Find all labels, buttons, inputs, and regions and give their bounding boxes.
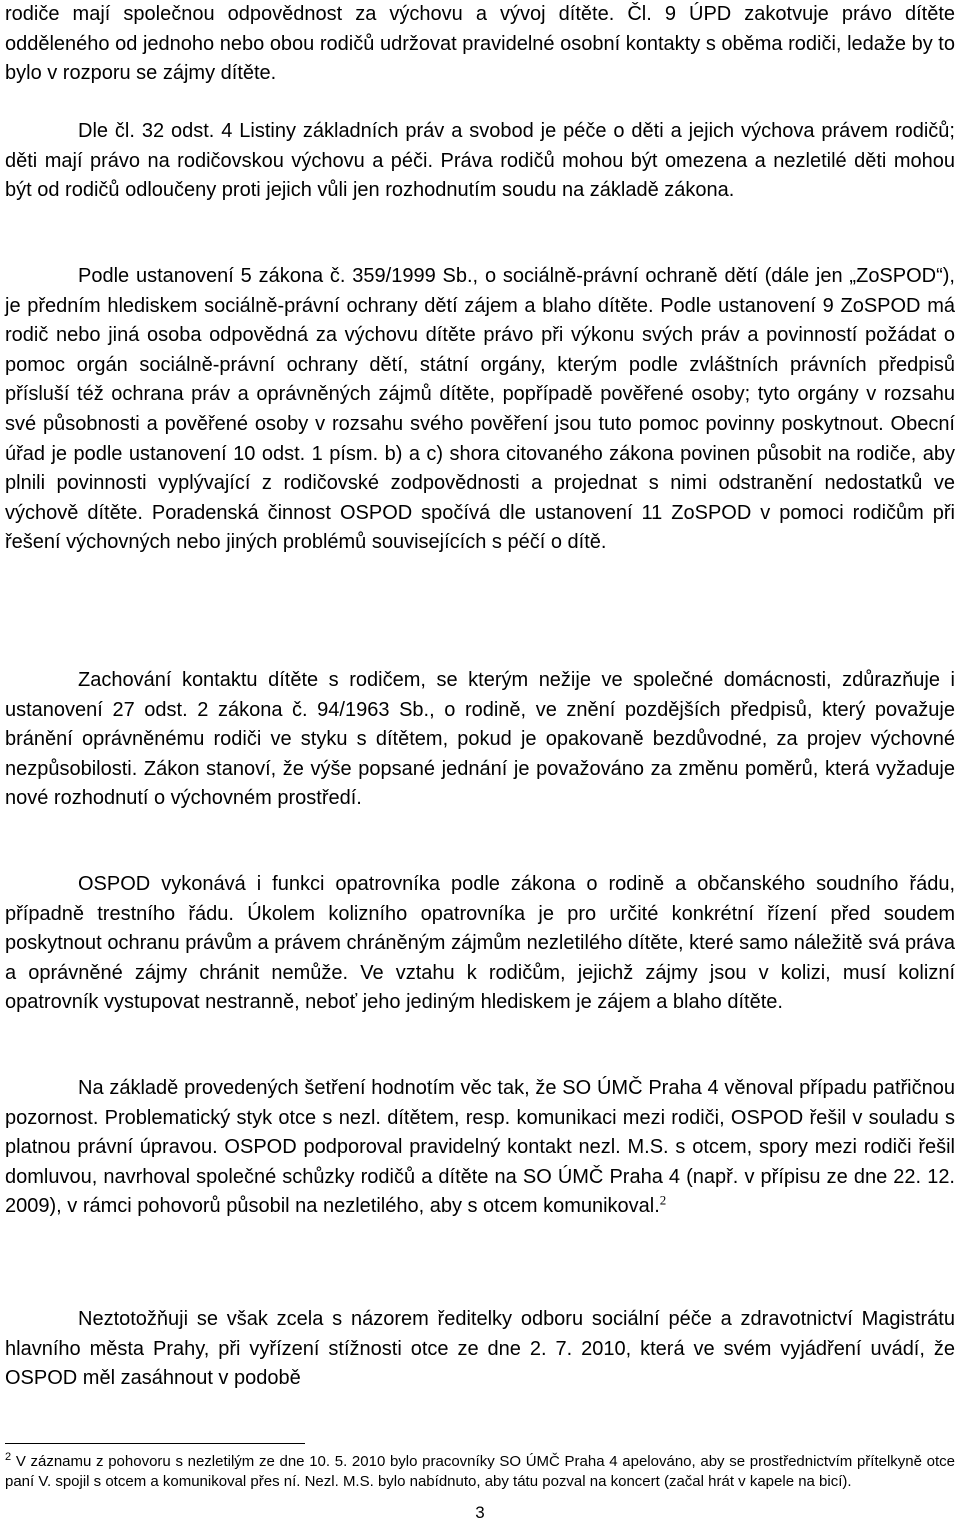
footnote-separator bbox=[5, 1443, 305, 1444]
paragraph-disagreement: Neztotožňuji se však zcela s názorem ředitelky odboru sociální péče a zdravotnictví Magistrátu hlavního města Prahy, při vyřízení stížnosti otce ze dne 2. 7. 2010, která ve svém vyjádření uvádí, že OSPOD měl zasáhnout v podobě bbox=[5, 1308, 955, 1390]
page-number: 3 bbox=[475, 1503, 485, 1522]
paragraph-family-act-contact: Zachování kontaktu dítěte s rodičem, se kterým nežije ve společné domácnosti, zdůrazňuje i ustanovení 27 odst. 2 zákona č. 94/1963 Sb., o rodině, ve znění pozdějších předpisů, který považuje bránění oprávněnému rodiči ve styku s dítětem, pokud je opakovaně bezdůvodné, za projev výchovné nezpůsobilosti. Zákon stanoví, že výše popsané jednání je považováno za změnu poměrů, která vyžaduje nové rozhodnutí o výchovném prostředí. bbox=[5, 669, 955, 810]
paragraph-parental-responsibility: rodiče mají společnou odpovědnost za výchovu a vývoj dítěte. Čl. 9 ÚPD zakotvuje právo dítěte odděleného od jednoho nebo obou rodičů udržovat pravidelné osobní kontakty s oběma rodiči, ledaže by to bylo v rozporu se zájmy dítěte. bbox=[5, 3, 955, 85]
paragraph-charter-article-32: Dle čl. 32 odst. 4 Listiny základních práv a svobod je péče o děti a jejich výchova právem rodičů; děti mají právo na rodičovskou výchovu a péči. Práva rodičů mohou být omezena a nezletilé děti mohou být od rodičů odloučeny proti jejich vůli jen rozhodnutím soudu na základě zákona. bbox=[5, 120, 955, 202]
paragraph-assessment bbox=[5, 1074, 955, 1222]
footnote-reference: 2 bbox=[659, 1192, 667, 1208]
footnote bbox=[5, 1452, 955, 1492]
footnote-number: 2 bbox=[5, 1451, 12, 1463]
paragraph-collision-guardian: OSPOD vykonává i funkci opatrovníka podle zákona o rodině a občanského soudního řádu, případně trestního řádu. Úkolem kolizního opatrovníka je pro určité konkrétní řízení před soudem poskytnout ochranu právům a právem chráněným zájmům nezletilého dítěte, které samo náležitě svá práva a oprávněné zájmy chránit nemůže. Ve vztahu k rodičům, jejichž zájmy jsou v kolizi, musí kolizní opatrovník vystupovat nestranně, neboť jeho jediným hlediskem je zájem a blaho dítěte. bbox=[5, 873, 955, 1014]
footnote-text: V záznamu z pohovoru s nezletilým ze dne 10. 5. 2010 bylo pracovníky SO ÚMČ Praha 4 apelováno, aby se prostřednictvím přítelkyně otce paní V. spojil s otcem a komunikoval přes ní. Nezl. M.S. bylo nabídnuto, aby tátu pozval na koncert (začal hrát v kapele na bicí). bbox=[5, 1453, 956, 1490]
paragraph-zospod-provisions: Podle ustanovení 5 zákona č. 359/1999 Sb., o sociálně-právní ochraně dětí (dále jen „ZoSPOD“), je předním hlediskem sociálně-právní ochrany dětí zájem a blaho dítěte. Podle ustanovení 9 ZoSPOD má rodič nebo jiná osoba odpovědná za výchovu dítěte právo při výkonu svých práv a povinností požádat o pomoc orgán sociálně-právní ochrany dětí, státní orgány, kterým podle zvláštních právních předpisů přísluší též ochrana práv a oprávněných zájmů dítěte, popřípadě pověřené osoby; tyto orgány v rozsahu své působnosti a pověřené osoby v rozsahu svého pověření jsou tuto pomoc povinny poskytnout. Obecní úřad je podle ustanovení 10 odst. 1 písm. b) a c) shora citovaného zákona povinen působit na rodiče, aby plnili povinnosti vyplývající z rodičovské zodpovědnosti a projednat s nimi odstranění nedostatků ve výchově dítěte. Poradenská činnost OSPOD spočívá dle ustanovení 11 ZoSPOD v pomoci rodičům při řešení výchovných nebo jiných problémů souvisejících s péčí o dítě. bbox=[5, 265, 955, 554]
assessment-text: Na základě provedených šetření hodnotím věc tak, že SO ÚMČ Praha 4 věnoval případu patřičnou pozornost. Problematický styk otce s nezl. dítětem, resp. komunikaci mezi rodiči, OSPOD řešil v souladu s platnou právní úpravou. OSPOD podporoval pravidelný kontakt nezl. M.S. s otcem, spory mezi rodiči řešil domluvou, navrhoval společné schůzky rodičů a dítěte na SO ÚMČ Praha 4 (např. v přípisu ze dne 22. 12. 2009), v rámci pohovorů působil na nezletilého, aby s otcem komunikoval. bbox=[5, 1077, 955, 1218]
